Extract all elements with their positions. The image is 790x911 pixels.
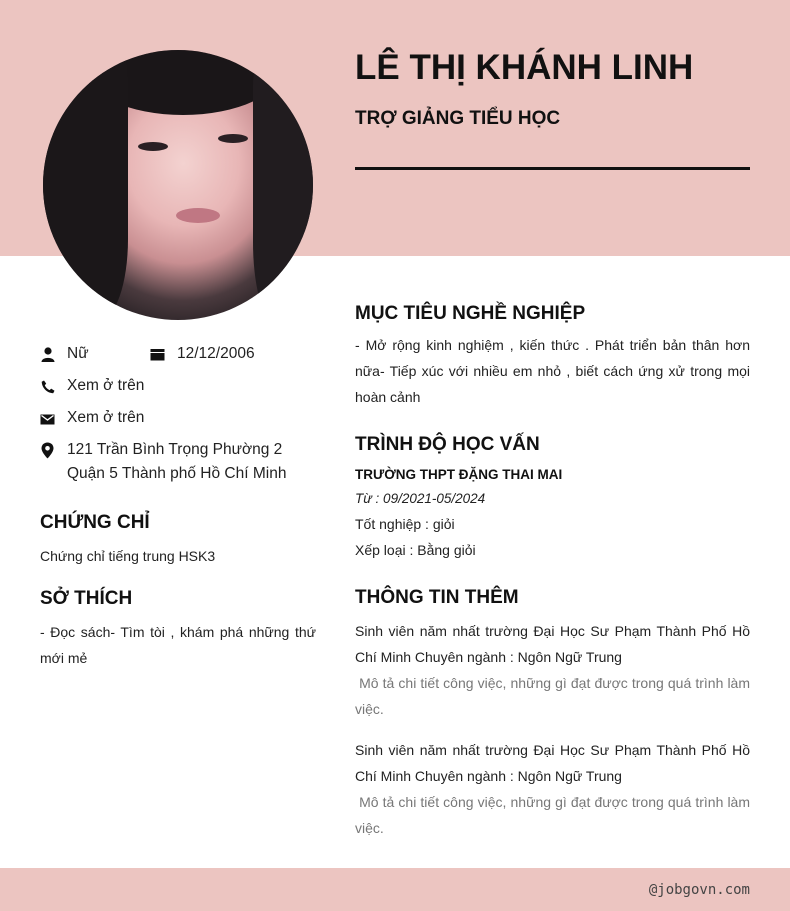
objective-title: MỤC TIÊU NGHỀ NGHIỆP (355, 303, 586, 324)
gender-row (40, 345, 89, 366)
dob-value: 12/12/2006 (177, 345, 255, 362)
footer-band (0, 868, 790, 911)
mail-icon (40, 411, 55, 426)
certificates-title: CHỨNG CHỈ (40, 512, 150, 533)
hobbies-title: SỞ THÍCH (40, 588, 133, 609)
address-row (40, 441, 286, 486)
phone-icon (40, 379, 55, 394)
additional-entry-text: Sinh viên năm nhất trường Đại Học Sư Phạm Thành Phố Hồ Chí Minh Chuyên ngành : Ngôn Ngữ Trung (355, 742, 750, 784)
profile-photo (43, 50, 313, 320)
address-line-2: Quận 5 Thành phố Hồ Chí Minh (67, 465, 287, 482)
additional-info-title: THÔNG TIN THÊM (355, 587, 519, 608)
title-divider (355, 167, 750, 170)
additional-entry-desc: Mô tả chi tiết công việc, những gì đạt được trong quá trình làm việc. (355, 675, 754, 717)
location-pin-icon (40, 443, 55, 458)
education-dates: Từ : 09/2021-05/2024 (355, 491, 486, 506)
additional-entry-text: Sinh viên năm nhất trường Đại Học Sư Phạm Thành Phố Hồ Chí Minh Chuyên ngành : Ngôn Ngữ Trung (355, 623, 750, 665)
certificate-item: Chứng chỉ tiếng trung HSK3 (40, 548, 216, 564)
address-line-1: 121 Trần Bình Trọng Phường 2 (67, 441, 283, 458)
email-value: Xem ở trên (67, 409, 145, 426)
footer-watermark: @jobgovn.com (648, 882, 750, 898)
objective-text: - Mở rộng kinh nghiệm , kiến thức . Phát triển bản thân hơn nữa- Tiếp xúc với nhiều em nhỏ , biết cách ứng xử trong mọi hoàn cảnh (355, 337, 750, 405)
gender-value: Nữ (67, 345, 89, 362)
email-row (40, 409, 144, 430)
person-icon (40, 347, 55, 362)
education-rank: Xếp loại : Bằng giỏi (355, 542, 476, 558)
education-title: TRÌNH ĐỘ HỌC VẤN (355, 434, 540, 455)
job-title: TRỢ GIẢNG TIỂU HỌC (355, 108, 561, 129)
calendar-icon (150, 347, 165, 362)
candidate-name: LÊ THỊ KHÁNH LINH (355, 48, 694, 87)
address-value (67, 438, 286, 486)
phone-row (40, 377, 144, 398)
education-result: Tốt nghiệp : giỏi (355, 516, 455, 532)
hobbies-text: - Đọc sách- Tìm tòi , khám phá những thứ mới mẻ (40, 624, 316, 666)
school-name: TRƯỜNG THPT ĐẶNG THAI MAI (355, 467, 563, 482)
phone-value: Xem ở trên (67, 377, 145, 394)
additional-entry-desc: Mô tả chi tiết công việc, những gì đạt được trong quá trình làm việc. (355, 794, 754, 836)
dob-row (150, 345, 255, 366)
